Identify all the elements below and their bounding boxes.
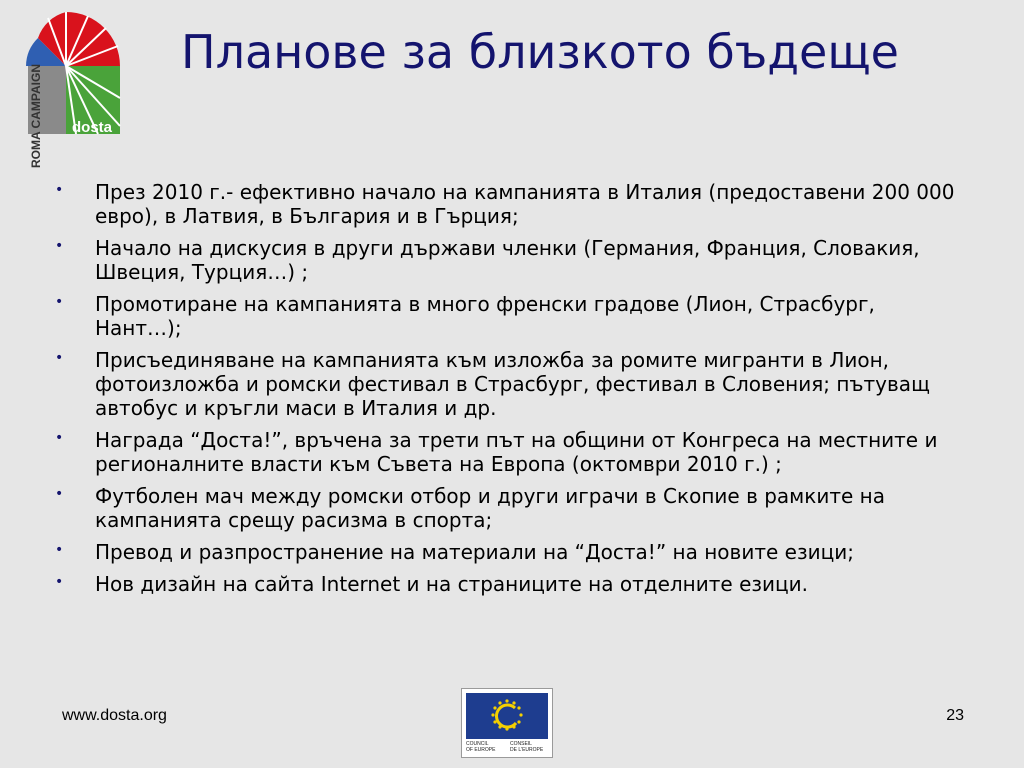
footer-url[interactable]: www.dosta.org bbox=[62, 707, 167, 724]
logo-brand-text: dosta bbox=[72, 119, 113, 136]
bullet-text: Награда “Доста!”, връчена за трети път на общини от Конгреса на местните и регионалните власти към Съвета на Европа (октомври 2010 г.) ; bbox=[95, 428, 938, 476]
bullet-text: Начало на дискусия в други държави членки (Германия, Франция, Словакия, Швеция, Турция…) ; bbox=[95, 236, 920, 284]
bullet-text: Промотиране на кампанията в много френски градове (Лион, Страсбург, Нант…); bbox=[95, 292, 875, 340]
bullet-item bbox=[55, 572, 955, 596]
coe-text-fr: CONSEIL DE L'EUROPE bbox=[510, 741, 544, 753]
bullet-text: Нов дизайн на сайта Internet и на страниците на отделните езици. bbox=[95, 572, 808, 596]
bullet-marker: • bbox=[55, 350, 64, 366]
bullet-text: Присъединяване на кампанията към изложба за ромите мигранти в Лион, фотоизложба и ромски фестивал в Страсбург, фестивал в Словения; пътуващ автобус и кръгли маси в Италия и др. bbox=[95, 348, 930, 420]
bullet-marker: • bbox=[55, 294, 64, 310]
bullet-marker: • bbox=[55, 238, 64, 254]
council-of-europe-logo bbox=[461, 688, 553, 758]
bullet-item bbox=[55, 348, 955, 420]
bullet-marker: • bbox=[55, 486, 64, 502]
bullet-list bbox=[55, 180, 955, 604]
council-of-europe-flag bbox=[466, 693, 548, 739]
page-number: 23 bbox=[946, 707, 964, 724]
logo-campaign-text: ROMA CAMPAIGN bbox=[29, 64, 43, 168]
bullet-item bbox=[55, 180, 955, 228]
bullet-text: През 2010 г.- ефективно начало на кампанията в Италия (предоставени 200 000 евро), в Латвия, в България и в Гърция; bbox=[95, 180, 955, 228]
bullet-text: Превод и разпространение на материали на “Доста!” на новите езици; bbox=[95, 540, 854, 564]
bullet-item bbox=[55, 540, 955, 564]
bullet-marker: • bbox=[55, 430, 64, 446]
bullet-marker: • bbox=[55, 542, 64, 558]
slide-title: Планове за близкото бъдеще bbox=[181, 25, 899, 79]
bullet-item bbox=[55, 292, 955, 340]
dosta-logo bbox=[18, 8, 128, 170]
bullet-marker: • bbox=[55, 574, 64, 590]
coe-text-en: COUNCIL OF EUROPE bbox=[466, 741, 496, 753]
bullet-item bbox=[55, 236, 955, 284]
bullet-item bbox=[55, 484, 955, 532]
bullet-marker: • bbox=[55, 182, 64, 198]
bullet-item bbox=[55, 428, 955, 476]
bullet-text: Футболен мач между ромски отбор и други играчи в Скопие в рамките на кампанията срещу расизма в спорта; bbox=[95, 484, 885, 532]
